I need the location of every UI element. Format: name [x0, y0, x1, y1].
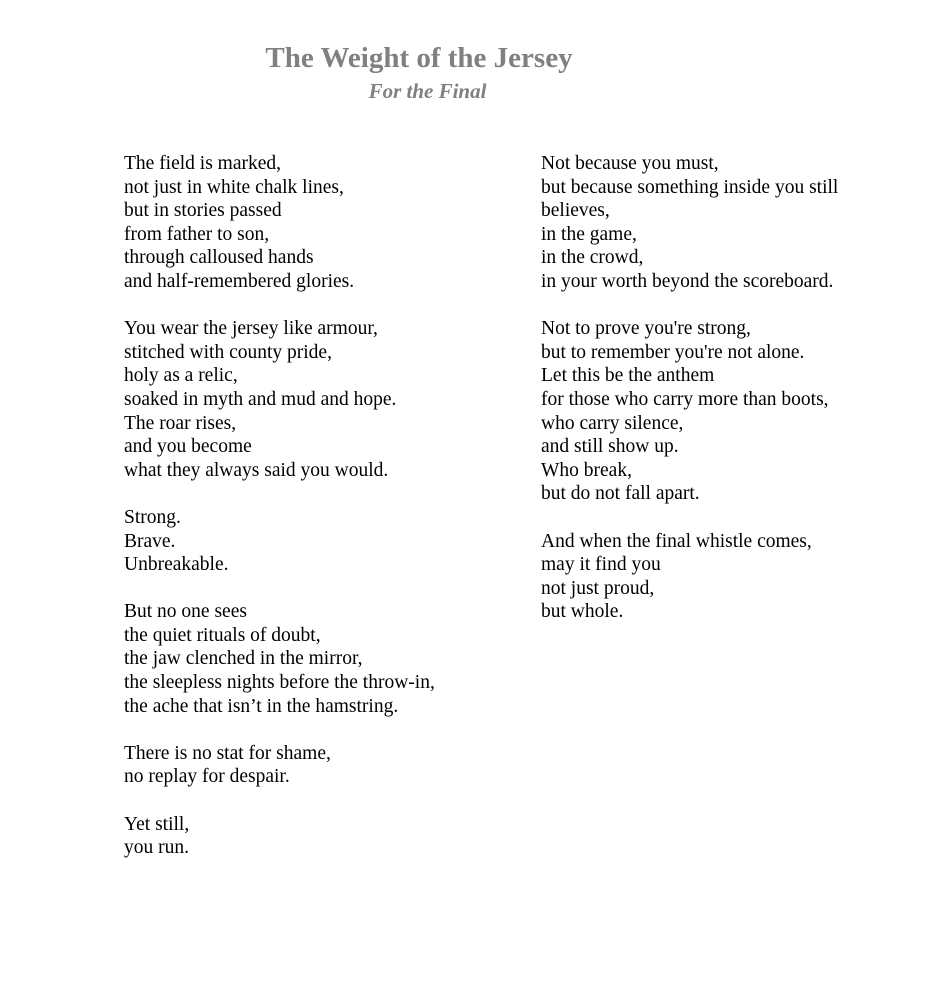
poem-line: Not because you must,: [541, 153, 719, 174]
stanza: [541, 317, 921, 506]
poem-line: through calloused hands: [124, 247, 314, 269]
poem-line: no replay for despair.: [124, 766, 290, 788]
poem-line: There is no stat for shame,: [124, 742, 331, 764]
poem-line: the jaw clenched in the mirror,: [124, 648, 363, 670]
poem-line: you run.: [124, 837, 189, 859]
poem-line: You wear the jersey like armour,: [124, 318, 378, 340]
poem-line: The field is marked,: [124, 153, 282, 174]
poem-line: not just proud,: [541, 577, 655, 599]
poem-line: but to remember you're not alone.: [541, 341, 805, 363]
stanza: [541, 530, 921, 624]
poem-line: not just in white chalk lines,: [124, 176, 344, 198]
poem-line: Brave.: [124, 530, 176, 552]
poem-left-column: [124, 152, 524, 883]
poem-line: soaked in myth and mud and hope.: [124, 388, 397, 410]
poem-line: but do not fall apart.: [541, 483, 700, 505]
poem-line: but whole.: [541, 601, 624, 623]
stanza: [124, 506, 524, 577]
poem-line: Unbreakable.: [124, 554, 229, 576]
poem-line: and half-remembered glories.: [124, 270, 355, 292]
poem-line: The roar rises,: [124, 412, 237, 434]
stanza: [124, 813, 524, 860]
poem-line: Not to prove you're strong,: [541, 318, 751, 340]
poem-right-column: [541, 152, 921, 647]
poem-line: but because something inside you still: [541, 176, 839, 198]
stanza: [124, 317, 524, 482]
poem-line: believes,: [541, 200, 610, 222]
poem-line: for those who carry more than boots,: [541, 388, 829, 410]
poem-subtitle: For the Final: [368, 79, 487, 103]
poem-line: but in stories passed: [124, 200, 282, 222]
poem-line: But no one sees: [124, 601, 247, 623]
poem-line: in the game,: [541, 223, 637, 245]
stanza: [124, 742, 524, 789]
stanza: [541, 152, 921, 294]
poem-title: The Weight of the Jersey: [265, 42, 573, 74]
poem-line: Yet still,: [124, 813, 190, 835]
poem-line: and still show up.: [541, 436, 679, 458]
poem-line: who carry silence,: [541, 412, 684, 434]
poem-line: the sleepless nights before the throw-in,: [124, 672, 435, 694]
poem-line: in the crowd,: [541, 247, 644, 269]
poem-line: stitched with county pride,: [124, 341, 332, 363]
poem-line: and you become: [124, 436, 252, 458]
poem-line: holy as a relic,: [124, 365, 238, 387]
poem-line: Strong.: [124, 506, 181, 528]
poem-line: And when the final whistle comes,: [541, 530, 812, 552]
poem-line: Who break,: [541, 459, 632, 481]
poem-line: may it find you: [541, 554, 661, 576]
stanza: [124, 152, 524, 294]
poem-line: from father to son,: [124, 223, 270, 245]
poem-line: Let this be the anthem: [541, 365, 715, 387]
poem-line: the quiet rituals of doubt,: [124, 624, 321, 646]
poem-line: in your worth beyond the scoreboard.: [541, 270, 834, 292]
poem-line: the ache that isn’t in the hamstring.: [124, 695, 399, 717]
stanza: [124, 600, 524, 718]
poem-line: what they always said you would.: [124, 459, 389, 481]
